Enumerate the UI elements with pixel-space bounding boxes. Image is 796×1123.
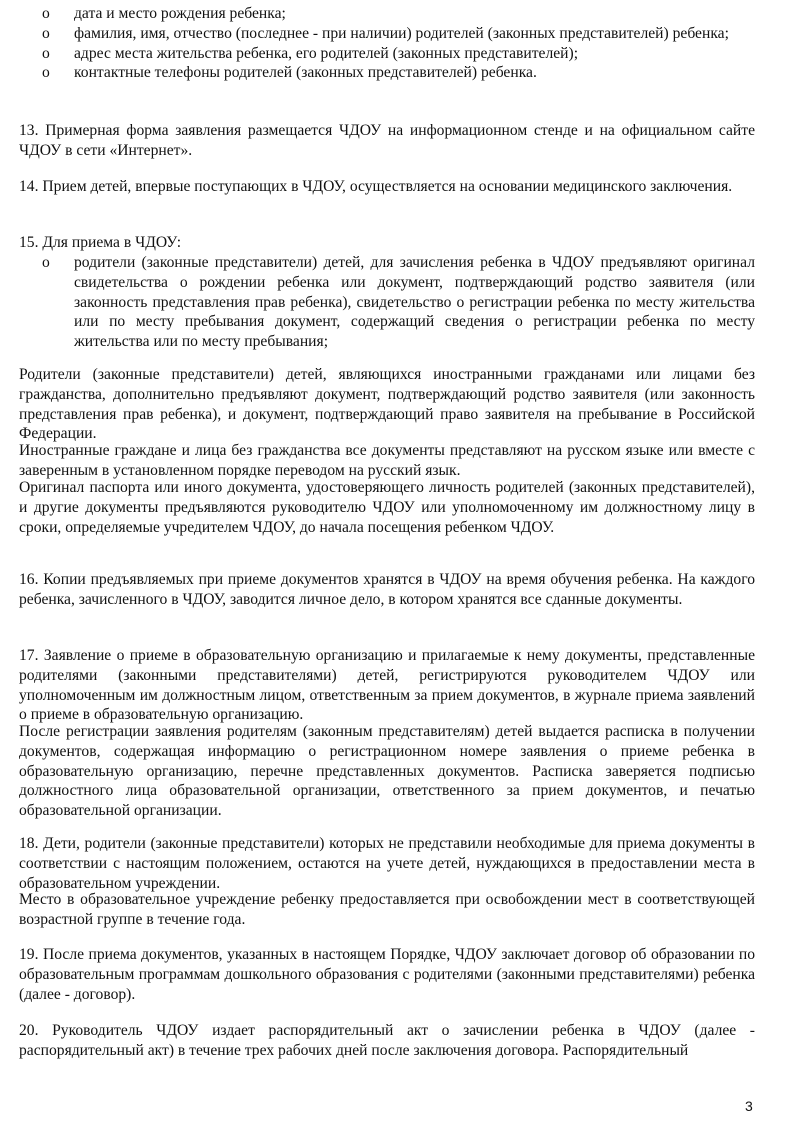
bullet-mark: o: [42, 44, 50, 62]
bullet-mark: o: [42, 24, 50, 42]
list-item: o дата и место рождения ребенка;: [42, 5, 286, 22]
paragraph-15-foreigners: Родители (законные представители) детей, являющихся иностранными гражданами или лицами без гражданства, дополнительно предъявляют документ, подтверждающий родство заявителя (или законность представления прав ребенка), и документ, подтверждающий право заявителя на пребывание в Российской Федерации.: [19, 366, 755, 443]
page-number: 3: [745, 1098, 753, 1114]
list-item: o родители (законные представители) детей, для зачисления ребенка в ЧДОУ предъявляют оригинал свидетельства о рождении ребенка или документ, подтверждающий родство заявителя (или законность представления прав ребенка), свидетельство о регистрации ребенка по месту жительства или по месту пребывания документ, содержащий сведения о регистрации ребенка по месту жительства или по месту пребывания;: [42, 254, 755, 351]
documents-list: [42, 253, 755, 352]
paragraph-15-originals: Оригинал паспорта или иного документа, удостоверяющего личность родителей (законных представителей), и другие документы предъявляются руководителю ЧДОУ или уполномоченному им должностному лицу в сроки, определяемые учредителем ЧДОУ, до начала посещения ребенком ЧДОУ.: [19, 479, 755, 536]
paragraph-18-place: Место в образовательное учреждение ребенку предоставляется при освобождении мест в соответствующей возрастной группе в течение года.: [19, 891, 755, 928]
paragraph-15-language: Иностранные граждане и лица без гражданства все документы представляют на русском языке или вместе с заверенным в установленном порядке переводом на русский язык.: [19, 442, 755, 479]
paragraph-14: 14. Прием детей, впервые поступающих в ЧДОУ, осуществляется на основании медицинского заключения.: [19, 178, 733, 195]
applicant-data-list: [42, 4, 755, 83]
paragraph-15-heading: 15. Для приема в ЧДОУ:: [19, 234, 182, 251]
list-item: o контактные телефоны родителей (законных представителей) ребенка.: [42, 64, 537, 82]
paragraph-20: 20. Руководитель ЧДОУ издает распорядительный акт о зачислении ребенка в ЧДОУ (далее - распорядительный акт) в течение трех рабочих дней после заключения договора. Распорядительный: [19, 1022, 755, 1059]
paragraph-19: 19. После приема документов, указанных в настоящем Порядке, ЧДОУ заключает договор об образовании по образовательным программам дошкольного образования с родителями (законными представителями) ребенка (далее - договор).: [19, 946, 755, 1003]
bullet-mark: o: [42, 5, 50, 22]
list-item: o фамилия, имя, отчество (последнее - при наличии) родителей (законных представителей) ребенка;: [42, 24, 729, 42]
paragraph-13: 13. Примерная форма заявления размещается ЧДОУ на информационном стенде и на официальном сайте ЧДОУ в сети «Интернет».: [19, 122, 755, 159]
paragraph-16: 16. Копии предъявляемых при приеме документов хранятся в ЧДОУ на время обучения ребенка. На каждого ребенка, зачисленного в ЧДОУ, заводится личное дело, в котором хранятся все сданные документы.: [19, 571, 755, 608]
list-item: o адрес места жительства ребенка, его родителей (законных представителей);: [42, 44, 579, 62]
paragraph-17: 17. Заявление о приеме в образовательную организацию и прилагаемые к нему документы, представленные родителями (законными представителями) детей, регистрируются руководителем ЧДОУ или уполномоченным им должностным лицом, ответственным за прием документов, в журнале приема заявлений о приеме в образовательную организацию.: [19, 647, 755, 724]
paragraph-18: 18. Дети, родители (законные представители) которых не представили необходимые для приема документы в соответствии с настоящим положением, остаются на учете детей, нуждающихся в предоставлении места в образовательном учреждении.: [19, 835, 755, 892]
paragraph-17-receipt: После регистрации заявления родителям (законным представителям) детей выдается расписка в получении документов, содержащая информацию о регистрационном номере заявления о приеме ребенка в образовательную организацию, перечне представленных документов. Расписка заверяется подписью должностного лица образовательной организации, ответственного за прием документов, и печатью образовательной организации.: [19, 723, 755, 820]
bullet-mark: o: [42, 254, 50, 271]
bullet-mark: o: [42, 64, 50, 82]
